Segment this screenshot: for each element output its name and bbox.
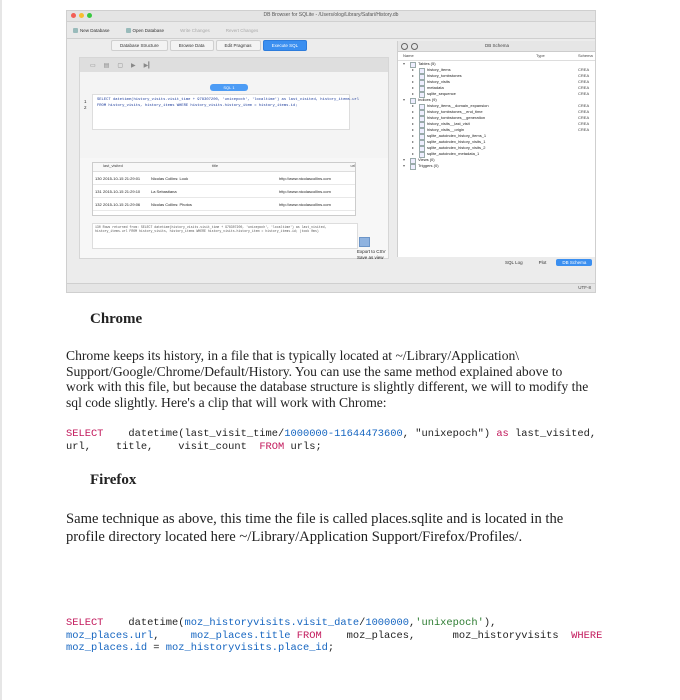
- chevron-right-icon[interactable]: ▸: [412, 139, 415, 144]
- window-titlebar: [67, 11, 595, 22]
- code-identifier: moz_places.id: [66, 642, 148, 655]
- results-table: [92, 162, 356, 216]
- table-row[interactable]: [93, 172, 355, 185]
- db-schema-panel: [397, 41, 596, 257]
- column-type-header[interactable]: Type: [536, 53, 545, 58]
- table-row[interactable]: [93, 198, 355, 211]
- dock-tabs: [499, 259, 592, 266]
- cell-last-visited: 2015-10-15 21:29:01: [103, 175, 141, 181]
- column-header: [93, 163, 103, 171]
- revert-changes-button[interactable]: Revert Changes: [225, 27, 259, 33]
- chevron-right-icon[interactable]: ▸: [412, 73, 415, 78]
- sql-editor[interactable]: [80, 72, 388, 158]
- code-text: /: [359, 617, 366, 629]
- schema-create-text: CREA: [578, 85, 590, 90]
- cell-last-visited: 2015-10-15 21:29:10: [103, 188, 141, 194]
- chevron-right-icon[interactable]: ▸: [412, 79, 415, 84]
- row-index: 130: [95, 175, 102, 181]
- db-browser-screenshot: [66, 10, 596, 293]
- schema-create-text: CREA: [578, 79, 590, 84]
- schema-item-label: sqlite_sequence: [427, 91, 456, 96]
- main-tabs: [111, 40, 307, 51]
- cell-title: Nicolas Collins: Look: [151, 175, 189, 181]
- panel-header: [398, 41, 596, 52]
- schema-item-label: history_tombstones: [427, 73, 462, 78]
- save-file-icon[interactable]: ▢: [117, 62, 124, 69]
- schema-item-label: history_visits__origin: [427, 127, 465, 132]
- code-number: 1000000: [284, 428, 328, 440]
- column-schema-header[interactable]: Schema: [578, 53, 593, 58]
- column-header[interactable]: url: [350, 163, 355, 168]
- window-title: DB Browser for SQLite - /Users/olog/Library/Safari/History.db: [263, 12, 399, 18]
- cell-title: Nicolas Collins: Photos: [151, 201, 192, 207]
- open-tab-icon[interactable]: ▭: [90, 62, 96, 69]
- code-text: ),: [483, 617, 497, 629]
- chevron-down-icon[interactable]: ▾: [403, 97, 406, 102]
- code-keyword: WHERE: [571, 629, 603, 642]
- table-header: [93, 163, 355, 172]
- panel-title: DB Schema: [484, 43, 509, 48]
- schema-item-label: Views (0): [418, 157, 435, 162]
- firefox-paragraph: Same technique as above, this time the file is called places.sqlite and is located in the profile directory located here ~/Library/Application Support/Firefox/Profiles/.: [66, 511, 564, 546]
- open-file-icon[interactable]: ▤: [103, 62, 110, 69]
- schema-item-label: history_items__domain_expansion: [427, 103, 489, 108]
- sql-editor-pane: [79, 57, 389, 259]
- main-toolbar: [67, 22, 595, 39]
- schema-item-label: metadata: [427, 85, 444, 90]
- chevron-right-icon[interactable]: ▸: [412, 115, 415, 120]
- chevron-right-icon[interactable]: ▸: [412, 67, 415, 72]
- folder-icon: [126, 28, 131, 33]
- schema-item-label: sqlite_autoindex_metadata_1: [427, 151, 480, 156]
- schema-item-label: history_visits: [427, 79, 450, 84]
- code-number: 1000000: [365, 617, 409, 629]
- tab-plot[interactable]: Plot: [538, 260, 547, 265]
- chevron-right-icon[interactable]: ▸: [412, 127, 415, 132]
- tab-browse-data[interactable]: Browse Data: [170, 40, 214, 51]
- code-text: ,: [408, 617, 416, 629]
- tab-edit-pragmas[interactable]: Edit Pragmas: [216, 40, 261, 51]
- code-string: "unixepoch": [415, 428, 484, 440]
- export-menu-icon[interactable]: [359, 237, 370, 247]
- schema-create-text: CREA: [578, 127, 590, 132]
- chevron-right-icon[interactable]: ▸: [412, 145, 415, 150]
- code-text: ;: [327, 642, 335, 655]
- tab-sql-log[interactable]: SQL Log: [505, 260, 523, 265]
- tab-database-structure[interactable]: Database Structure: [111, 40, 168, 51]
- chrome-paragraph: Chrome keeps its history, in a file that is typically located at ~/Library/Application\ Support/Google/Chrome/Default/History. You can use the same method explained above to work with this file, but because the database structure is slightly different, we will to modify the sql code slightly. Here's a clip that will work with Chrome:: [66, 348, 589, 410]
- schema-create-text: CREA: [578, 115, 590, 120]
- code-keyword: SELECT: [66, 617, 104, 629]
- chevron-down-icon[interactable]: ▾: [403, 61, 406, 66]
- code-text: ,: [153, 629, 191, 642]
- execute-line-icon[interactable]: ▶▎: [143, 62, 153, 69]
- write-changes-button[interactable]: Write Changes: [180, 27, 210, 33]
- code-text: datetime(: [103, 617, 185, 629]
- code-text: =: [147, 642, 166, 655]
- sql-line: SELECT datetime(history_visits.visit_time + 978307200, 'unixepoch', 'localtime') as last_visited, history_items.url: [97, 98, 360, 102]
- code-keyword: FROM: [296, 629, 322, 642]
- sql-code-area[interactable]: [84, 94, 360, 130]
- editor-tab-sql1[interactable]: SQL 1: [210, 84, 248, 91]
- code-identifier: moz_places.title: [190, 629, 291, 642]
- code-text: datetime(last_visit_time/: [103, 428, 285, 440]
- code-text: url, title, visit_count: [66, 440, 260, 453]
- code-identifier: moz_historyvisits.visit_date: [184, 617, 360, 629]
- chevron-right-icon[interactable]: ▸: [412, 91, 415, 96]
- schema-item-label: history_items: [427, 67, 451, 72]
- chevron-right-icon[interactable]: ▸: [412, 121, 415, 126]
- code-text: -: [327, 428, 335, 440]
- schema-item-label: sqlite_autoindex_history_items_1: [427, 133, 487, 138]
- open-database-button[interactable]: Open Database: [126, 28, 165, 33]
- schema-columns: [398, 52, 596, 61]
- cell-url: http://www.nicolascollins.com: [279, 201, 331, 207]
- chevron-right-icon[interactable]: ▸: [412, 151, 415, 156]
- chevron-right-icon[interactable]: ▸: [412, 133, 415, 138]
- code-number: 11644473600: [334, 428, 403, 440]
- query-log: 130 Rows returned from: SELECT datetime(history_visits.visit_time + 978307200, 'unixepoch', 'localtime') as last_visited, history_items.url FROM history_visits, history_items WHERE history_visits.history_item = history_items.id; (took 0ms): [92, 223, 358, 249]
- chevron-right-icon[interactable]: ▸: [412, 109, 415, 114]
- schema-create-text: CREA: [578, 103, 590, 108]
- cell-last-visited: 2015-10-15 21:29:06: [103, 201, 141, 207]
- schema-create-text: CREA: [578, 73, 590, 78]
- code-keyword: SELECT: [66, 428, 104, 440]
- row-index: 131: [95, 188, 102, 194]
- editor-toolbar: [80, 58, 388, 73]
- schema-item-label: Indices (9): [418, 97, 437, 102]
- chrome-code-block: [66, 428, 596, 453]
- code-keyword: FROM: [259, 440, 285, 453]
- schema-create-text: CREA: [578, 91, 590, 96]
- table-icon: [410, 164, 416, 170]
- schema-tree: [398, 61, 596, 169]
- status-bar: [67, 283, 595, 293]
- cell-url: http://www.nicolascollins.com: [279, 188, 331, 194]
- code-text: ): [483, 428, 497, 440]
- chevron-right-icon[interactable]: ▸: [412, 103, 415, 108]
- schema-item-label: history_visits__last_visit: [427, 121, 470, 126]
- line-number: 1: [84, 99, 87, 104]
- schema-create-text: CREA: [578, 109, 590, 114]
- chevron-right-icon[interactable]: ▸: [412, 85, 415, 90]
- code-string: 'unixepoch': [415, 617, 484, 629]
- code-identifier: moz_historyvisits.place_id: [165, 642, 328, 655]
- code-keyword: as: [496, 428, 509, 440]
- firefox-code-block: [66, 617, 602, 655]
- schema-item-label: sqlite_autoindex_history_visits_2: [427, 145, 486, 150]
- code-text: urls;: [284, 440, 322, 453]
- column-name-header[interactable]: Name: [403, 53, 414, 58]
- schema-item-label: sqlite_autoindex_history_visits_1: [427, 139, 486, 144]
- schema-item-label: history_tombstones__end_time: [427, 109, 483, 114]
- schema-item-label: Triggers (0): [418, 163, 439, 168]
- code-text: ,: [402, 428, 416, 440]
- database-icon: [73, 28, 78, 33]
- tab-execute-sql[interactable]: Execute SQL: [263, 40, 308, 51]
- chevron-down-icon[interactable]: ▾: [403, 163, 406, 168]
- code-identifier: moz_places.url: [66, 629, 154, 642]
- code-text: moz_places, moz_historyvisits: [321, 629, 572, 642]
- code-text: last_visited,: [508, 428, 597, 440]
- save-view-item[interactable]: Save as view: [357, 255, 384, 260]
- schema-tree-item[interactable]: [398, 163, 596, 169]
- firefox-heading: Firefox: [90, 472, 137, 488]
- export-csv-item[interactable]: Export to CSV: [357, 249, 386, 254]
- sql-line: FROM history_visits, history_items WHERE history_visits.history_item = history_items.id;: [97, 104, 298, 108]
- table-row[interactable]: [93, 185, 355, 198]
- cell-url: http://www.nicolascollins.com: [279, 175, 331, 181]
- export-menu: [357, 249, 386, 261]
- schema-create-text: CREA: [578, 67, 590, 72]
- execute-all-icon[interactable]: ▶: [131, 62, 136, 69]
- new-database-button[interactable]: New Database: [73, 28, 110, 33]
- encoding-label: UTF-8: [578, 285, 591, 290]
- column-header[interactable]: title: [211, 163, 219, 168]
- tab-db-schema[interactable]: DB Schema: [556, 259, 592, 266]
- schema-item-label: Tables (5): [418, 61, 436, 66]
- chrome-heading: Chrome: [90, 311, 143, 327]
- schema-item-label: history_tombstones__generation: [427, 115, 486, 120]
- chevron-down-icon[interactable]: ▾: [403, 157, 406, 162]
- row-index: 132: [95, 201, 102, 207]
- schema-create-text: CREA: [578, 121, 590, 126]
- page-edge: [0, 0, 2, 700]
- column-header[interactable]: last_visited: [103, 163, 123, 168]
- cell-title: La Sebastiana: [151, 188, 177, 194]
- line-number: 2: [84, 105, 87, 110]
